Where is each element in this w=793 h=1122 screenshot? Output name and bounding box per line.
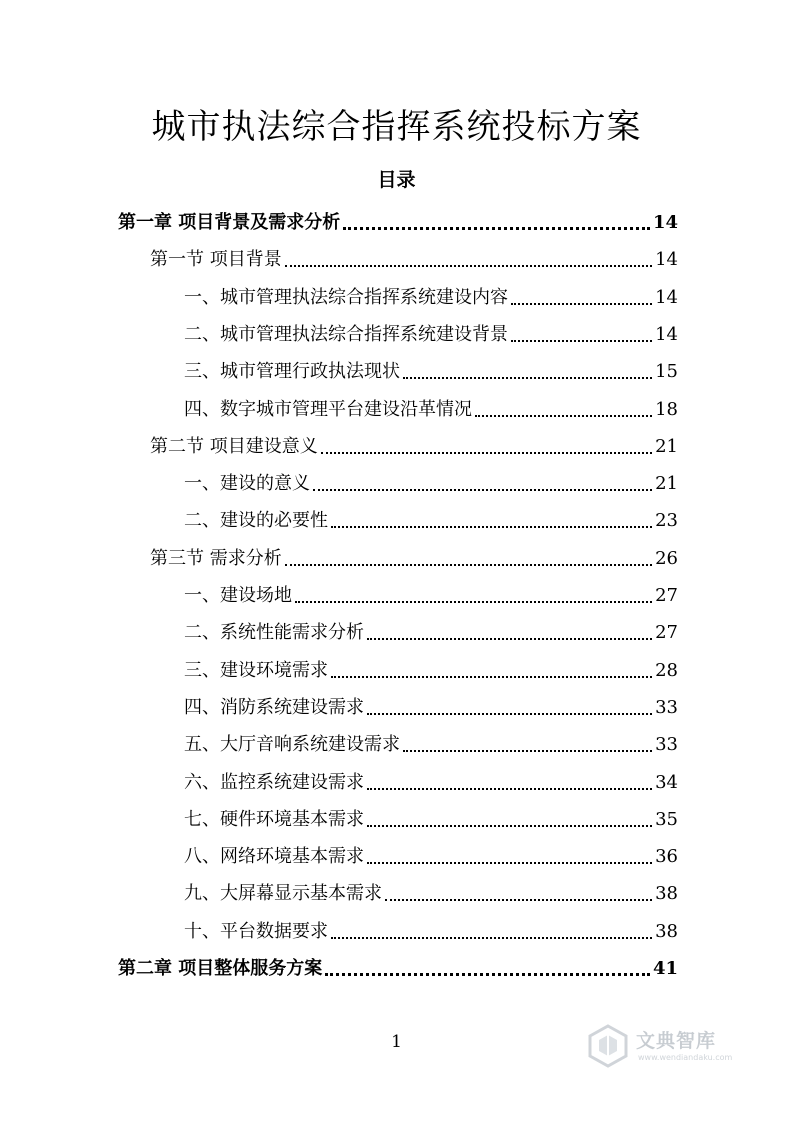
toc-chapter[interactable] — [118, 951, 678, 981]
toc-page-number: 14 — [655, 287, 678, 308]
toc-dot-leader — [325, 973, 650, 976]
toc-entry-title: 六、监控系统建设需求 — [184, 772, 364, 793]
toc-dot-leader — [313, 489, 652, 491]
toc-item[interactable] — [184, 914, 678, 944]
toc-dot-leader — [403, 377, 652, 379]
toc-dot-leader — [403, 750, 652, 752]
toc-page-number: 26 — [655, 548, 678, 569]
toc-entry-title: 二、城市管理执法综合指挥系统建设背景 — [184, 324, 508, 345]
toc-item[interactable] — [184, 727, 678, 757]
watermark-subtext: www.wendiandaku.com — [638, 1053, 733, 1062]
toc-dot-leader — [367, 825, 652, 827]
toc-entry-title: 三、城市管理行政执法现状 — [184, 361, 400, 382]
toc-dot-leader — [511, 303, 652, 305]
toc-item[interactable] — [184, 503, 678, 533]
toc-entry-title: 五、大厅音响系统建设需求 — [184, 734, 400, 755]
toc-entry-title: 第二章 项目整体服务方案 — [118, 958, 323, 979]
toc-section[interactable] — [150, 429, 678, 459]
toc-section[interactable] — [150, 242, 678, 272]
toc-item[interactable] — [184, 317, 678, 347]
toc-entry-title: 九、大屏幕显示基本需求 — [184, 883, 382, 904]
toc-entry-title: 第三节 需求分析 — [150, 548, 282, 569]
toc-dot-leader — [285, 564, 652, 566]
toc-page-number: 23 — [655, 510, 678, 531]
toc-dot-leader — [511, 340, 652, 342]
toc-page-number: 28 — [655, 660, 678, 681]
toc-entry-title: 第一章 项目背景及需求分析 — [118, 212, 341, 233]
toc-entry-title: 一、建设场地 — [184, 585, 292, 606]
toc-item[interactable] — [184, 392, 678, 422]
toc-dot-leader — [321, 452, 652, 454]
document-title: 城市执法综合指挥系统投标方案 — [151, 107, 642, 147]
toc-page-number: 27 — [655, 585, 678, 606]
toc-entry-title: 第一节 项目背景 — [150, 249, 282, 270]
toc-page-number: 18 — [655, 399, 678, 420]
toc-dot-leader — [385, 899, 652, 901]
toc-item[interactable] — [184, 578, 678, 608]
toc-dot-leader — [367, 862, 652, 864]
toc-dot-leader — [343, 227, 650, 230]
toc-section[interactable] — [150, 541, 678, 571]
toc-entry-title: 十、平台数据要求 — [184, 921, 328, 942]
watermark — [584, 1018, 754, 1078]
page-number: 1 — [391, 1032, 402, 1052]
toc-entry-title: 二、建设的必要性 — [184, 510, 328, 531]
watermark-logo-icon — [584, 1022, 632, 1070]
toc-heading: 目录 — [377, 169, 416, 191]
toc-page-number: 38 — [655, 883, 678, 904]
toc-item[interactable] — [184, 802, 678, 832]
toc-page-number: 33 — [655, 734, 678, 755]
toc-dot-leader — [331, 526, 652, 528]
toc-entry-title: 二、系统性能需求分析 — [184, 622, 364, 643]
toc-page-number: 41 — [652, 958, 678, 979]
toc-entry-title: 三、建设环境需求 — [184, 660, 328, 681]
watermark-text: 文典智库 — [636, 1030, 717, 1052]
toc-chapter[interactable] — [118, 205, 678, 235]
toc-dot-leader — [367, 638, 652, 640]
toc-item[interactable] — [184, 653, 678, 683]
toc-item[interactable] — [184, 280, 678, 310]
toc-entry-title: 一、建设的意义 — [184, 473, 310, 494]
toc-page-number: 14 — [655, 324, 678, 345]
toc-entry-title: 第二节 项目建设意义 — [150, 436, 318, 457]
toc-item[interactable] — [184, 466, 678, 496]
toc-item[interactable] — [184, 354, 678, 384]
toc-dot-leader — [367, 713, 652, 715]
toc-page-number: 21 — [655, 473, 678, 494]
toc-page-number: 27 — [655, 622, 678, 643]
toc-page-number: 36 — [655, 846, 678, 867]
toc-entry-title: 八、网络环境基本需求 — [184, 846, 364, 867]
toc-dot-leader — [331, 937, 652, 939]
toc-dot-leader — [475, 415, 652, 417]
toc-entry-title: 四、数字城市管理平台建设沿革情况 — [184, 399, 472, 420]
toc-item[interactable] — [184, 876, 678, 906]
toc-dot-leader — [295, 601, 652, 603]
toc-page-number: 15 — [655, 361, 678, 382]
toc-page-number: 38 — [655, 921, 678, 942]
toc-dot-leader — [285, 265, 652, 267]
toc-entry-title: 四、消防系统建设需求 — [184, 697, 364, 718]
toc-page-number: 33 — [655, 697, 678, 718]
toc-entry-title: 七、硬件环境基本需求 — [184, 809, 364, 830]
toc-entry-title: 一、城市管理执法综合指挥系统建设内容 — [184, 287, 508, 308]
toc-page-number: 34 — [655, 772, 678, 793]
toc-item[interactable] — [184, 690, 678, 720]
toc-item[interactable] — [184, 765, 678, 795]
toc-dot-leader — [331, 676, 652, 678]
toc-item[interactable] — [184, 839, 678, 869]
toc-page-number: 35 — [655, 809, 678, 830]
toc-page-number: 21 — [655, 436, 678, 457]
toc-dot-leader — [367, 788, 652, 790]
toc-item[interactable] — [184, 615, 678, 645]
toc-page-number: 14 — [655, 249, 678, 270]
toc-page-number: 14 — [652, 212, 678, 233]
